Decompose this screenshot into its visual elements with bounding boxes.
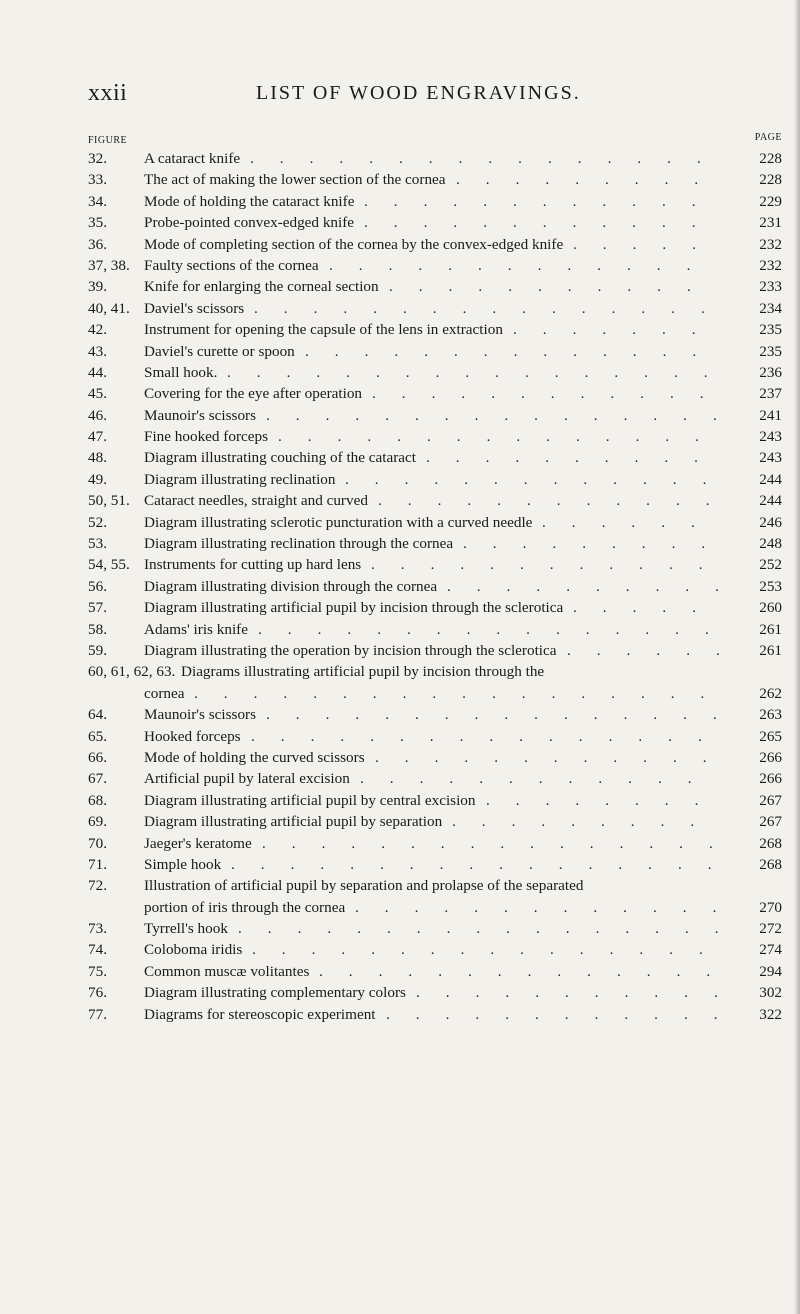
figure-title: Fine hooked forceps [144,428,268,446]
page-reference: 232 [759,256,782,274]
figure-number: 39. [88,278,107,296]
leader-dots: ...... [542,513,721,531]
list-item [88,426,782,447]
figure-title: Diagram illustrating complementary colors [144,984,406,1002]
figure-title-continued: cornea [144,684,185,702]
page-reference: 236 [759,363,782,381]
figure-title: Covering for the eye after operation [144,385,363,403]
leader-dots: ................. [238,920,745,938]
leader-dots: ............... [278,428,725,446]
figure-title: Tyrrell's hook [144,920,228,938]
list-item [88,469,782,490]
figure-title: Diagram illustrating artificial pupil by incision through the sclerotica [144,599,564,617]
running-title: LIST OF WOOD ENGRAVINGS. [256,82,581,104]
leader-dots: ............ [360,770,718,788]
figure-title: Common muscæ volitantes [144,962,310,980]
figure-title: A cataract knife [144,150,241,167]
list-item [88,383,782,404]
figure-title: Diagram illustrating the operation by incision through the sclerotica [144,641,557,659]
list-item [88,148,782,169]
figure-title: Diagram illustrating reclination through the cornea [144,535,454,553]
leader-dots: ............ [386,1005,744,1023]
figure-title: Diagrams illustrating artificial pupil by incision through the [181,663,545,681]
page-reference: 302 [759,984,782,1002]
leader-dots: ......... [456,171,725,189]
leader-dots: .......... [447,577,745,595]
list-item [88,768,782,789]
figure-title: Small hook. [144,363,218,381]
page-reference: 294 [759,962,782,980]
leader-dots: ................ [250,150,727,167]
figure-title: Diagram illustrating division through the cornea [144,577,438,595]
figure-title: Faulty sections of the cornea [144,256,319,274]
leader-dots: ...... [567,641,746,659]
leader-dots: ................ [266,406,743,424]
list-item [88,875,782,896]
leader-dots: ..... [573,599,722,617]
figure-title: Diagrams for stereoscopic experiment [144,1005,376,1023]
figure-number: 40, 41. [88,299,130,317]
figure-number: 60, 61, 62, 63. [88,663,176,681]
list-item [88,405,782,426]
page-reference: 268 [759,834,782,852]
page-reference: 234 [759,299,782,317]
figure-title: Mode of holding the cataract knife [144,192,355,210]
figure-number: 57. [88,599,107,617]
page-column-heading: PAGE [754,132,782,143]
figure-number: 67. [88,770,107,788]
list-item [88,341,782,362]
leader-dots: ........ [486,791,725,809]
figure-number: 42. [88,321,107,339]
figure-title: Probe-pointed convex-edged knife [144,214,355,232]
leader-dots: ................ [251,727,728,745]
figure-number: 46. [88,406,107,424]
page-reference: 231 [759,214,782,232]
figure-number: 76. [88,984,107,1002]
figure-title: Simple hook [144,855,222,873]
figure-number: 72. [88,877,107,895]
page-reference: 243 [759,449,782,467]
list-item [88,939,782,960]
figure-number: 52. [88,513,107,531]
figure-number: 36. [88,235,107,253]
page-reference: 253 [759,577,782,595]
leader-dots: ........... [416,984,744,1002]
page-reference: 266 [759,770,782,788]
figure-number: 74. [88,941,107,959]
leader-dots: ................. [231,855,738,873]
leader-dots: ............ [371,556,729,574]
leader-dots: .......... [426,449,724,467]
figure-number: 50, 51. [88,492,130,510]
figure-number: 35. [88,214,107,232]
page-reference: 322 [759,1005,782,1023]
page-reference: 270 [759,898,782,916]
figure-number: 33. [88,171,107,189]
leader-dots: ................ [266,706,743,724]
figure-number: 59. [88,641,107,659]
list-item [88,747,782,768]
figure-title: Maunoir's scissors [144,706,257,724]
page-reference: 235 [759,342,782,360]
leader-dots: ................ [258,620,735,638]
page-reference: 243 [759,428,782,446]
list-item [88,1004,782,1025]
page-reference: 261 [759,620,782,638]
figure-title: Mode of completing section of the cornea by the convex-edged knife [144,235,564,253]
list-item [88,512,782,533]
figure-number: 48. [88,449,107,467]
figure-title-continued: portion of iris through the cornea [144,898,346,916]
leader-dots: ..... [573,235,722,253]
figure-title: Adams' iris knife [144,620,248,638]
figure-title: Diagram illustrating couching of the cataract [144,449,417,467]
figure-number: 66. [88,748,107,766]
figure-title: Coloboma iridis [144,941,243,959]
page-reference: 228 [759,171,782,189]
leader-dots: ............ [364,214,722,232]
page-reference: 237 [759,385,782,403]
page-edge-shadow [794,0,800,1314]
page-reference: 260 [759,599,782,617]
list-item [88,191,782,212]
list-item [88,982,782,1003]
list-item [88,640,782,661]
list-item [88,276,782,297]
leader-dots: .............. [319,962,737,980]
list-item [88,255,782,276]
page-reference: 244 [759,492,782,510]
figure-title: Diagram illustrating artificial pupil by central excision [144,791,476,809]
page-reference: 267 [759,813,782,831]
page-reference: 229 [759,192,782,210]
list-item [88,961,782,982]
list-item-continuation [88,683,782,704]
list-item [88,661,782,682]
leader-dots: ............ [364,192,722,210]
list-item [88,234,782,255]
figure-title: Diagram illustrating sclerotic puncturation with a curved needle [144,513,533,531]
leader-dots: ............ [375,748,733,766]
figure-number: 69. [88,813,107,831]
list-item [88,726,782,747]
leader-dots: ................ [252,941,729,959]
list-item [88,319,782,340]
page-reference: 232 [759,235,782,253]
leader-dots: ............ [378,492,736,510]
leader-dots: ............. [345,470,733,488]
figure-number: 44. [88,363,107,381]
page-reference: 263 [759,706,782,724]
page-reference: 265 [759,727,782,745]
list-item [88,212,782,233]
page-number: xxii [88,80,128,106]
page-reference: 235 [759,321,782,339]
figure-number: 53. [88,535,107,553]
figure-number: 45. [88,385,107,403]
list-item [88,169,782,190]
leader-dots: ............. [329,256,717,274]
page-reference: 233 [759,278,782,296]
figure-title: Artificial pupil by lateral excision [144,770,350,788]
leader-dots: ........... [389,278,717,296]
figure-title: Diagram illustrating reclination [144,470,336,488]
page-reference: 241 [759,406,782,424]
figure-number: 64. [88,706,107,724]
figure-title: Instruments for cutting up hard lens [144,556,362,574]
figure-title: Daviel's curette or spoon [144,342,295,360]
leader-dots: .................. [194,684,731,702]
figure-title: Instrument for opening the capsule of the lens in extraction [144,321,503,339]
figure-title: Illustration of artificial pupil by separation and prolapse of the separated [144,877,584,895]
list-item [88,597,782,618]
page-reference: 268 [759,855,782,873]
figure-number: 65. [88,727,107,745]
figure-number: 47. [88,428,107,446]
leader-dots: .............. [305,342,723,360]
figure-number: 71. [88,855,107,873]
leader-dots: ................. [227,363,734,381]
page-reference: 272 [759,920,782,938]
figure-number: 54, 55. [88,556,130,574]
list-item [88,576,782,597]
column-headings [88,132,782,146]
list-item-continuation [88,897,782,918]
figure-title: Hooked forceps [144,727,241,745]
figure-title: Knife for enlarging the corneal section [144,278,379,296]
list-item [88,833,782,854]
figure-title: Mode of holding the curved scissors [144,748,365,766]
page-header [88,80,788,110]
figure-title: Jaeger's keratome [144,834,252,852]
figure-number: 75. [88,962,107,980]
figure-number: 56. [88,577,107,595]
figure-number: 73. [88,920,107,938]
figure-number: 68. [88,791,107,809]
figure-number: 32. [88,150,107,167]
figure-title: Maunoir's scissors [144,406,257,424]
leader-dots: ............ [372,385,730,403]
leader-dots: ................ [262,834,739,852]
page-reference: 267 [759,791,782,809]
figure-column-heading: FIGURE [88,135,128,146]
list-item [88,918,782,939]
figure-title: Daviel's scissors [144,299,245,317]
list-item [88,447,782,468]
figure-number: 43. [88,342,107,360]
figure-number: 49. [88,470,107,488]
figure-number: 70. [88,834,107,852]
page-reference: 246 [759,513,782,531]
list-item [88,490,782,511]
leader-dots: ......... [463,535,732,553]
list-item [88,298,782,319]
page-reference: 274 [759,941,782,959]
leader-dots: ................ [254,299,731,317]
list-item [88,533,782,554]
list-item [88,790,782,811]
list-item [88,704,782,725]
engravings-list [88,148,782,1025]
page-reference: 261 [759,641,782,659]
figure-number: 77. [88,1005,107,1023]
leader-dots: ......... [452,813,721,831]
figure-number: 37, 38. [88,256,130,274]
figure-title: Cataract needles, straight and curved [144,492,368,510]
figure-number: 34. [88,192,107,210]
page-reference: 266 [759,748,782,766]
leader-dots: ............. [355,898,743,916]
list-item [88,362,782,383]
page-reference: 248 [759,535,782,553]
figure-title: The act of making the lower section of the cornea [144,171,446,189]
leader-dots: ....... [513,321,722,339]
figure-title: Diagram illustrating artificial pupil by separation [144,813,443,831]
page-reference: 262 [759,684,782,702]
list-item [88,619,782,640]
figure-number: 58. [88,620,107,638]
page-reference: 244 [759,470,782,488]
page-reference: 228 [759,150,782,167]
list-item [88,854,782,875]
page-reference: 252 [759,556,782,574]
list-item [88,554,782,575]
list-item [88,811,782,832]
